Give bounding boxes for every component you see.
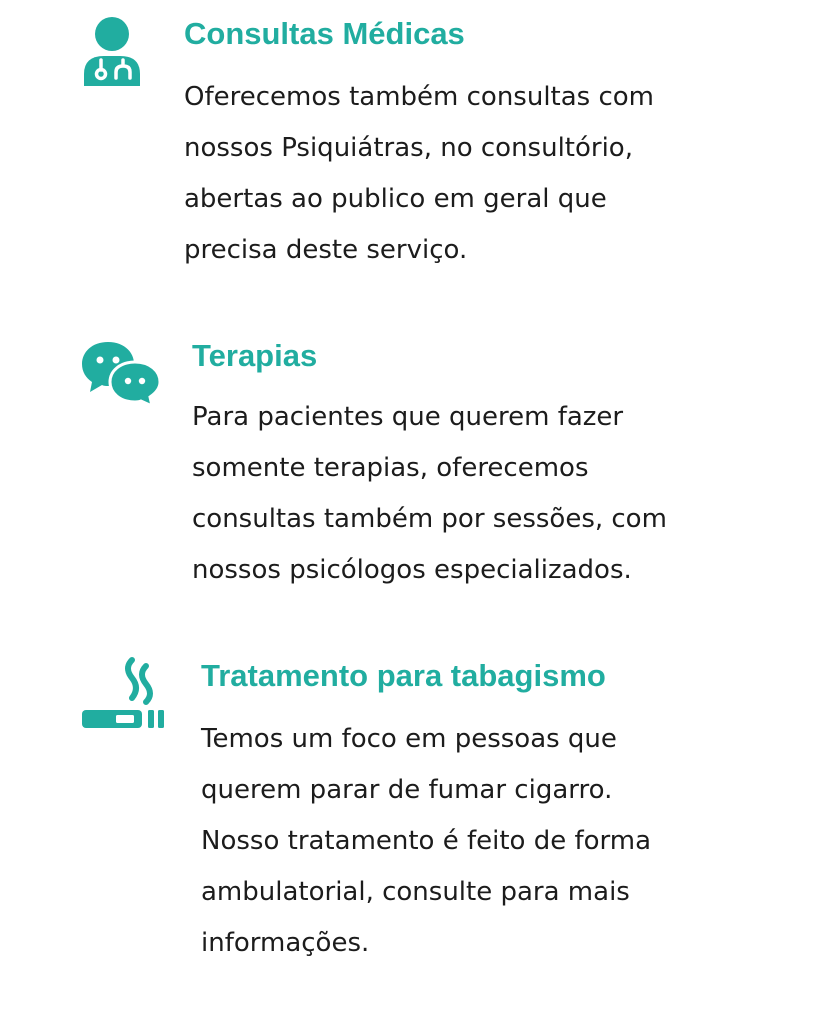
cigarette-smoke-icon bbox=[80, 656, 170, 734]
description-line: informações. bbox=[201, 928, 370, 958]
description-line: Oferecemos também consultas com bbox=[184, 82, 655, 112]
service-therapies bbox=[0, 320, 822, 620]
description-line: querem parar de fumar cigarro. bbox=[201, 775, 613, 805]
description-line: abertas ao publico em geral que bbox=[184, 184, 607, 214]
description-line: somente terapias, oferecemos bbox=[192, 453, 589, 483]
description-line: nossos psicólogos especializados. bbox=[192, 555, 632, 585]
service-title: Tratamento para tabagismo bbox=[201, 658, 606, 693]
doctor-stethoscope-icon bbox=[80, 14, 144, 88]
service-description bbox=[184, 72, 654, 276]
service-title: Terapias bbox=[192, 338, 318, 373]
service-description bbox=[192, 392, 667, 596]
description-line: Para pacientes que querem fazer bbox=[192, 402, 624, 432]
chat-bubbles-icon bbox=[80, 340, 162, 406]
description-line: ambulatorial, consulte para mais bbox=[201, 877, 630, 907]
service-description bbox=[201, 714, 651, 969]
description-line: consultas também por sessões, com bbox=[192, 504, 667, 534]
description-line: nossos Psiquiátras, no consultório, bbox=[184, 133, 633, 163]
service-smoking-treatment bbox=[0, 640, 822, 1000]
description-line: precisa deste serviço. bbox=[184, 235, 468, 265]
service-medical-consultations bbox=[0, 0, 822, 300]
description-line: Nosso tratamento é feito de forma bbox=[201, 826, 652, 856]
description-line: Temos um foco em pessoas que bbox=[201, 724, 617, 754]
service-title: Consultas Médicas bbox=[184, 16, 465, 51]
